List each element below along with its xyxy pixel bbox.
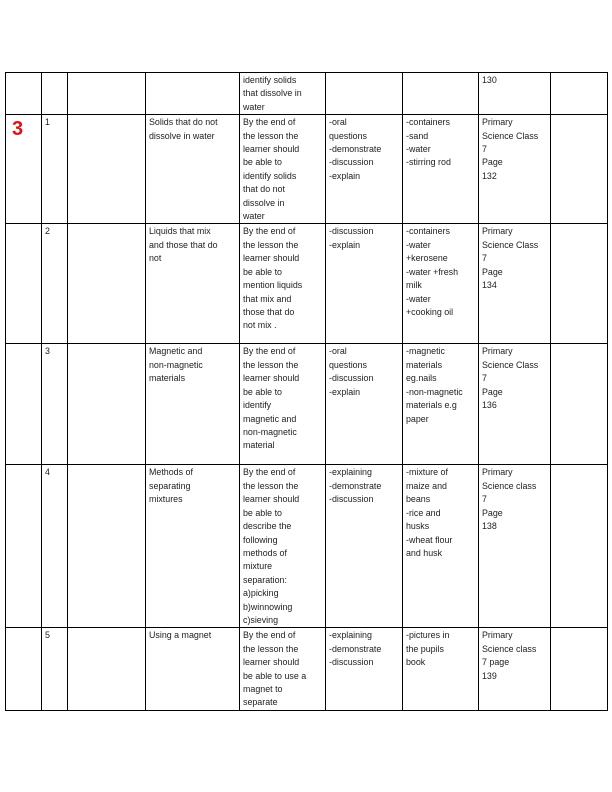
table-row — [6, 344, 608, 465]
cell-activities — [326, 73, 403, 115]
cell-objectives: By the end of the lesson the learner should be able to describe the following methods of mixture separation: a)picking b)winnowing c)sieving — [240, 465, 326, 628]
cell-activities: -explaining -demonstrate -discussion — [326, 628, 403, 710]
table-row — [6, 465, 608, 628]
cell-remarks — [551, 344, 608, 465]
cell-lesson — [42, 73, 68, 115]
cell-topic: Solids that do not dissolve in water — [146, 115, 240, 224]
table-row — [6, 628, 608, 710]
cell-references: Primary Science Class 7 Page 132 — [479, 115, 551, 224]
cell-lesson: 5 — [42, 628, 68, 710]
cell-lesson: 2 — [42, 224, 68, 344]
cell-references: Primary Science Class 7 Page 134 — [479, 224, 551, 344]
cell-topic: Liquids that mix and those that do not — [146, 224, 240, 344]
cell-topic: Magnetic and non-magnetic materials — [146, 344, 240, 465]
cell-topic: Methods of separating mixtures — [146, 465, 240, 628]
cell-objectives: By the end of the lesson the learner should be able to use a magnet to separate — [240, 628, 326, 710]
cell-resources: -containers -water +kerosene -water +fresh milk -water +cooking oil — [403, 224, 479, 344]
cell-lesson: 3 — [42, 344, 68, 465]
cell-resources — [403, 73, 479, 115]
cell-strand — [68, 465, 146, 628]
cell-topic — [146, 73, 240, 115]
cell-week — [6, 344, 42, 465]
table-row — [6, 73, 608, 115]
cell-references: 130 — [479, 73, 551, 115]
cell-resources: -containers -sand -water -stirring rod — [403, 115, 479, 224]
cell-references: Primary Science class 7 page 139 — [479, 628, 551, 710]
cell-week — [6, 73, 42, 115]
cell-activities: -explaining -demonstrate -discussion — [326, 465, 403, 628]
cell-strand — [68, 628, 146, 710]
scheme-of-work-table — [5, 72, 608, 711]
cell-strand — [68, 73, 146, 115]
cell-strand — [68, 224, 146, 344]
cell-strand — [68, 115, 146, 224]
cell-objectives: By the end of the lesson the learner should be able to mention liquids that mix and those that do not mix . — [240, 224, 326, 344]
cell-references: Primary Science Class 7 Page 136 — [479, 344, 551, 465]
cell-week — [6, 465, 42, 628]
cell-week — [6, 224, 42, 344]
table-row — [6, 224, 608, 344]
cell-resources: -mixture of maize and beans -rice and husks -wheat flour and husk — [403, 465, 479, 628]
cell-resources: -pictures in the pupils book — [403, 628, 479, 710]
cell-lesson: 4 — [42, 465, 68, 628]
cell-remarks — [551, 628, 608, 710]
cell-strand — [68, 344, 146, 465]
cell-references: Primary Science class 7 Page 138 — [479, 465, 551, 628]
cell-objectives: By the end of the lesson the learner should be able to identify magnetic and non-magnetic material — [240, 344, 326, 465]
cell-topic: Using a magnet — [146, 628, 240, 710]
cell-activities: -oral questions -discussion -explain — [326, 344, 403, 465]
cell-activities: -oral questions -demonstrate -discussion -explain — [326, 115, 403, 224]
cell-week: 3 — [6, 115, 42, 224]
cell-remarks — [551, 115, 608, 224]
cell-remarks — [551, 224, 608, 344]
cell-resources: -magnetic materials eg.nails -non-magnetic materials e.g paper — [403, 344, 479, 465]
table-row — [6, 115, 608, 224]
cell-objectives: By the end of the lesson the learner should be able to identify solids that do not dissolve in water — [240, 115, 326, 224]
cell-lesson: 1 — [42, 115, 68, 224]
cell-objectives: identify solids that dissolve in water — [240, 73, 326, 115]
cell-week — [6, 628, 42, 710]
cell-remarks — [551, 465, 608, 628]
cell-remarks — [551, 73, 608, 115]
cell-activities: -discussion -explain — [326, 224, 403, 344]
